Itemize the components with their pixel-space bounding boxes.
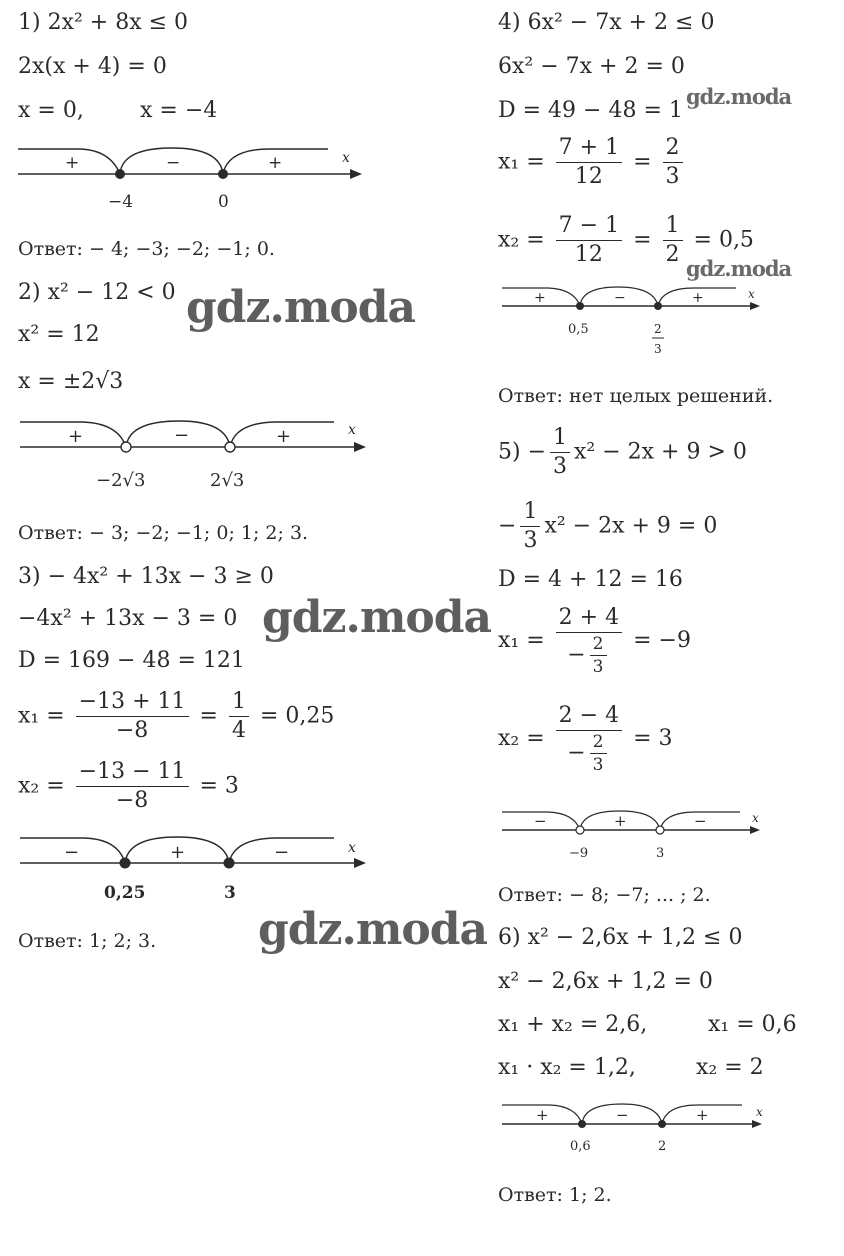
watermark-4: gdz.moda xyxy=(686,84,792,109)
p4-answer: Ответ: нет целых решений. xyxy=(498,385,774,407)
p3-sign-2: + xyxy=(170,842,186,863)
p3-x2-value: = 3 xyxy=(199,773,239,799)
p5-discriminant: D = 4 + 12 = 16 xyxy=(498,567,683,592)
p4-x1-line: x₁ = $\frac{7 + 1}{12}$ = $\frac{2}{3}$ xyxy=(498,136,687,189)
p2-axis-var: x xyxy=(348,422,356,438)
p3-x1-simplified: $\frac{1}{4}$ xyxy=(229,690,249,743)
p4-label-2-num: 2 xyxy=(654,322,662,336)
p4-label-2-den: 3 xyxy=(654,342,662,356)
p1-sign-1: + xyxy=(65,153,80,173)
p4-x2-label: x₂ = xyxy=(498,227,545,253)
p6-vieta-product: x₁ · x₂ = 1,2, xyxy=(498,1055,636,1080)
p6-vieta-sum: x₁ + x₂ = 2,6, xyxy=(498,1012,648,1037)
p4-number-line xyxy=(496,282,776,368)
p1-equation: 2x(x + 4) = 0 xyxy=(18,54,167,79)
p4-axis-var: x xyxy=(748,287,755,301)
p2-sign-3: + xyxy=(276,426,292,447)
p5-x2-fraction: 2 − 4 − $\frac{2}{3}$ xyxy=(556,704,622,774)
p5-sign-1: − xyxy=(534,812,547,830)
p4-point-2 xyxy=(654,302,662,310)
p6-axis-var: x xyxy=(756,1105,763,1119)
p4-x2-fraction: $\frac{7 - 1}{12}$ xyxy=(556,214,622,267)
p6-label-2: 2 xyxy=(658,1139,667,1154)
p1-label-1: −4 xyxy=(108,192,134,212)
p5-x1-label: x₁ = xyxy=(498,628,545,653)
p4-inequality: 4) 6x² − 7x + 2 ≤ 0 xyxy=(498,10,715,35)
p5-sign-3: − xyxy=(694,812,707,830)
p6-number-line xyxy=(496,1098,776,1160)
p4-sign-3: + xyxy=(692,290,704,306)
p3-label-2: 3 xyxy=(224,883,236,903)
p5-x2-label: x₂ = xyxy=(498,726,545,751)
watermark-3: gdz.moda xyxy=(258,904,488,955)
p1-number-line xyxy=(10,140,370,220)
p5-x2-value: = 3 xyxy=(633,726,673,751)
p1-root-2: x = −4 xyxy=(140,98,218,123)
p5-frac-2: $\frac{1}{3}$ xyxy=(520,500,540,553)
p1-sign-2: − xyxy=(166,153,181,173)
p5-frac-1: $\frac{1}{3}$ xyxy=(550,426,570,479)
p6-sign-1: + xyxy=(536,1106,549,1124)
p2-inequality: 2) x² − 12 < 0 xyxy=(18,280,176,305)
p4-x1-simplified: $\frac{2}{3}$ xyxy=(663,136,683,189)
p6-root-2: x₂ = 2 xyxy=(696,1055,764,1080)
p3-sign-3: − xyxy=(274,842,290,863)
p1-inequality: 1) 2x² + 8x ≤ 0 xyxy=(18,10,189,35)
p3-equation: −4x² + 13x − 3 = 0 xyxy=(18,606,238,631)
p3-point-2 xyxy=(224,858,235,869)
p6-equation: x² − 2,6x + 1,2 = 0 xyxy=(498,969,713,994)
p3-x2-fraction: $\frac{-13 - 11}{-8}$ xyxy=(76,760,189,813)
p4-x1-fraction: $\frac{7 + 1}{12}$ xyxy=(556,136,622,189)
p2-roots: x = ±2√3 xyxy=(18,369,124,394)
p1-axis-var: x xyxy=(342,150,350,166)
p4-point-1 xyxy=(576,302,584,310)
p5-point-1 xyxy=(576,826,584,834)
p3-label-1: 0,25 xyxy=(104,883,146,903)
p6-point-2 xyxy=(658,1120,666,1128)
p1-sign-3: + xyxy=(268,153,283,173)
p3-axis-var: x xyxy=(348,840,356,856)
p5-answer: Ответ: − 8; −7; ... ; 2. xyxy=(498,884,711,906)
p5-inequality: 5) − $\frac{1}{3}$ x² − 2x + 9 > 0 xyxy=(498,425,747,479)
p5-point-2 xyxy=(656,826,664,834)
p3-sign-1: − xyxy=(64,842,80,863)
p3-x1-line: x₁ = $\frac{-13 + 11}{-8}$ = $\frac{1}{4}$ = 0,25 xyxy=(18,689,335,743)
p5-sign-2: + xyxy=(614,812,627,830)
p1-answer: Ответ: − 4; −3; −2; −1; 0. xyxy=(18,238,275,260)
p4-discriminant: D = 49 − 48 = 1 xyxy=(498,98,683,123)
p6-answer: Ответ: 1; 2. xyxy=(498,1184,612,1206)
p2-point-1 xyxy=(121,442,131,452)
p4-x2-line: x₂ = $\frac{7 - 1}{12}$ = $\frac{1}{2}$ = 0,5 xyxy=(498,213,754,267)
watermark-5: gdz.moda xyxy=(686,256,792,281)
p4-x2-simplified: $\frac{1}{2}$ xyxy=(663,214,683,267)
p6-point-1 xyxy=(578,1120,586,1128)
p4-equation: 6x² − 7x + 2 = 0 xyxy=(498,54,685,79)
p5-number-line xyxy=(496,806,776,866)
p6-root-1: x₁ = 0,6 xyxy=(708,1012,797,1037)
p1-point-2 xyxy=(218,169,228,179)
p2-point-2 xyxy=(225,442,235,452)
p2-number-line xyxy=(12,414,372,498)
p3-x2-label: x₂ = xyxy=(18,773,65,799)
p5-x2-line xyxy=(498,704,673,774)
p3-x1-value: = 0,25 xyxy=(259,703,335,729)
p5-x1-line xyxy=(498,606,691,676)
p5-label-1: −9 xyxy=(569,846,589,861)
p2-label-2: 2√3 xyxy=(210,470,245,491)
p3-x1-fraction: $\frac{-13 + 11}{-8}$ xyxy=(76,690,189,743)
watermark-2: gdz.moda xyxy=(262,592,492,643)
p3-number-line xyxy=(12,830,372,914)
p5-axis-var: x xyxy=(752,811,759,825)
p3-discriminant: D = 169 − 48 = 121 xyxy=(18,648,245,673)
p3-x2-line xyxy=(18,760,239,813)
p5-x1-value: = −9 xyxy=(633,628,691,653)
p6-sign-2: − xyxy=(616,1106,629,1124)
p6-sign-3: + xyxy=(696,1106,709,1124)
watermark-1: gdz.moda xyxy=(186,282,416,333)
p3-answer: Ответ: 1; 2; 3. xyxy=(18,930,157,952)
p5-label-2: 3 xyxy=(656,846,665,861)
p2-sign-2: − xyxy=(174,425,190,446)
p4-sign-1: + xyxy=(534,290,546,306)
p4-label-1: 0,5 xyxy=(568,322,589,337)
p1-point-1 xyxy=(115,169,125,179)
p1-root-1: x = 0, xyxy=(18,98,84,123)
p3-x1-label: x₁ = xyxy=(18,703,65,729)
p4-sign-2: − xyxy=(614,290,626,306)
p1-label-2: 0 xyxy=(218,192,229,212)
p5-equation: − $\frac{1}{3}$ x² − 2x + 9 = 0 xyxy=(498,499,718,553)
p2-equation: x² = 12 xyxy=(18,322,100,347)
p4-x1-label: x₁ = xyxy=(498,149,545,175)
p5-x1-fraction: 2 + 4 − $\frac{2}{3}$ xyxy=(556,606,622,676)
p3-point-1 xyxy=(120,858,131,869)
p3-inequality: 3) − 4x² + 13x − 3 ≥ 0 xyxy=(18,564,274,589)
p2-sign-1: + xyxy=(68,426,84,447)
p6-inequality: 6) x² − 2,6x + 1,2 ≤ 0 xyxy=(498,925,743,950)
p2-answer: Ответ: − 3; −2; −1; 0; 1; 2; 3. xyxy=(18,522,309,544)
p6-label-1: 0,6 xyxy=(570,1139,591,1154)
p2-label-1: −2√3 xyxy=(96,470,146,491)
p4-x2-value: = 0,5 xyxy=(693,227,754,253)
